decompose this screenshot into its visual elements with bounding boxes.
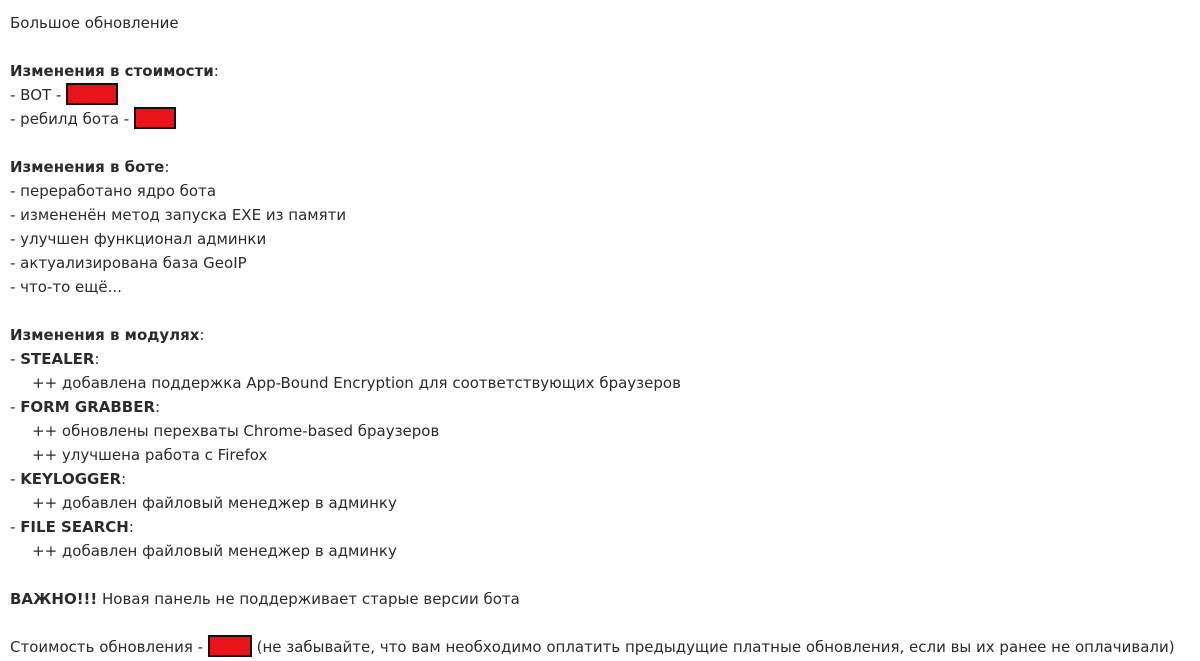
module-name: FORM GRABBER [20, 398, 156, 416]
bot-change-item: - переработано ядро бота [10, 182, 217, 200]
module-changes-heading-text: Изменения в модулях [10, 326, 200, 344]
spacer [10, 563, 1200, 587]
module-file-search: - FILE SEARCH: [10, 518, 134, 536]
redacted-price-block [134, 107, 176, 129]
price-item-label: - BOT - [10, 86, 67, 104]
module-detail: ++ улучшена работа с Firefox [32, 446, 268, 464]
price-changes-heading-text: Изменения в стоимости [10, 62, 214, 80]
heading-colon: : [213, 62, 219, 80]
module-form-grabber: - FORM GRABBER: [10, 398, 161, 416]
redacted-price-block [66, 83, 118, 105]
bot-change-item: - что-то ещё... [10, 278, 122, 296]
update-cost-note: (не забывайте, что вам необходимо оплатить предыдущие платные обновления, если вы их ранее не оплачивали) [251, 638, 1175, 656]
price-item-rebuild [10, 107, 1200, 131]
bot-change-item: - актуализирована база GeoIP [10, 254, 247, 272]
price-item-label: - ребилд бота - [10, 110, 134, 128]
module-detail: ++ добавлен файловый менеджер в админку [32, 542, 397, 560]
important-label: ВАЖНО!!! [10, 590, 98, 608]
bot-changes-heading-text: Изменения в боте [10, 158, 165, 176]
module-changes-heading [10, 323, 1200, 347]
update-cost-label: Стоимость обновления - [10, 638, 208, 656]
module-name: STEALER [20, 350, 95, 368]
important-notice [10, 587, 1200, 611]
spacer [10, 299, 1200, 323]
module-keylogger: - KEYLOGGER: [10, 470, 127, 488]
module-detail: ++ добавлена поддержка App-Bound Encryption для соответствующих браузеров [32, 374, 681, 392]
post-title: Большое обновление [10, 14, 179, 32]
spacer [10, 611, 1200, 635]
module-name: FILE SEARCH [20, 518, 129, 536]
price-changes-heading [10, 59, 1200, 83]
bot-changes-heading [10, 155, 1200, 179]
heading-colon: : [199, 326, 205, 344]
module-name: KEYLOGGER [20, 470, 122, 488]
module-detail: ++ добавлен файловый менеджер в админку [32, 494, 397, 512]
spacer [10, 35, 1200, 59]
update-cost [10, 635, 1200, 659]
spacer [10, 131, 1200, 155]
redacted-price-block [208, 635, 252, 657]
important-text: Новая панель не поддерживает старые версии бота [97, 590, 520, 608]
bot-change-item: - улучшен функционал админки [10, 230, 267, 248]
module-stealer: - STEALER: [10, 350, 100, 368]
heading-colon: : [164, 158, 170, 176]
module-detail: ++ обновлены перехваты Chrome-based браузеров [32, 422, 440, 440]
price-item-bot [10, 83, 1200, 107]
bot-change-item: - измененён метод запуска EXE из памяти [10, 206, 347, 224]
